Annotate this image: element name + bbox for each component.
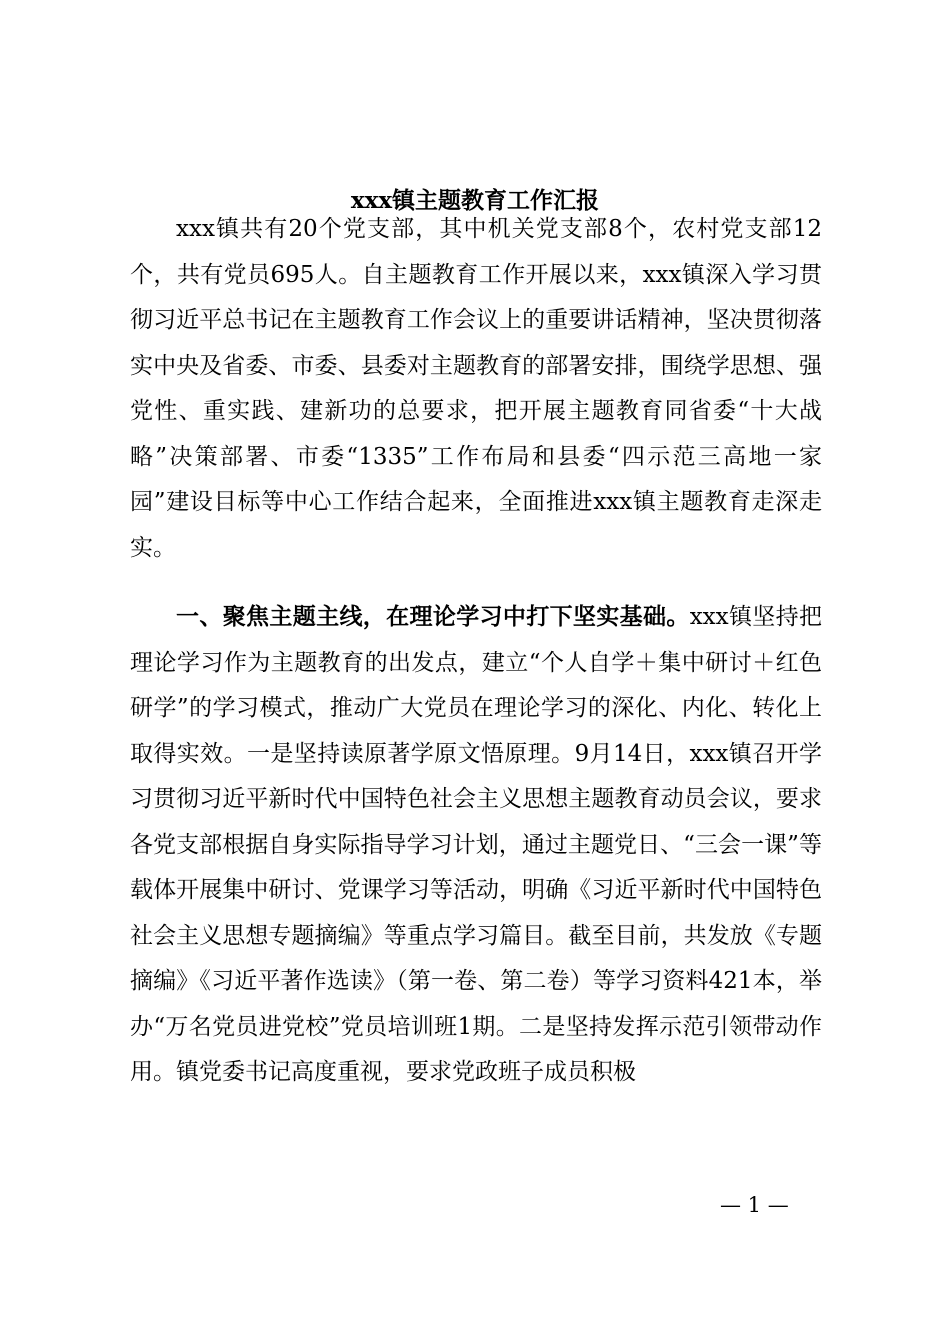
section-1-paragraph — [130, 594, 822, 1096]
document-title: xxx镇主题教育工作汇报 — [350, 187, 600, 214]
section-1-heading: 一、聚焦主题主线，在理论学习中打下坚实基础。 — [176, 603, 690, 630]
intro-paragraph: xxx镇共有20个党支部，其中机关党支部8个，农村党支部12个，共有党员695人。自主题教育工作开展以来，xxx镇深入学习贯彻习近平总书记在主题教育工作会议上的重要讲话精神，坚决贯彻落实中央及省委、市委、县委对主题教育的部署安排，围绕学思想、强党性、重实践、建新功的总要求，把开展主题教育同省委“十大战略”决策部署、市委“1335”工作布局和县委“四示范三高地一家园”建设目标等中心工作结合起来，全面推进xxx镇主题教育走深走实。 — [130, 216, 822, 561]
page-number: — 1 — — [720, 1193, 789, 1217]
section-1-body: xxx镇坚持把理论学习作为主题教育的出发点，建立“个人自学＋集中研讨＋红色研学”的学习模式，推动广大党员在理论学习的深化、内化、转化上取得实效。一是坚持读原著学原文悟原理。9月14日，xxx镇召开学习贯彻习近平新时代中国特色社会主义思想主题教育动员会议，要求各党支部根据自身实际指导学习计划，通过主题党日、“三会一课”等载体开展集中研讨、党课学习等活动，明确《习近平新时代中国特色社会主义思想专题摘编》等重点学习篇目。截至目前，共发放《专题摘编》《习近平著作选读》（第一卷、第二卷）等学习资料421本，举办“万名党员进党校”党员培训班1期。二是坚持发挥示范引领带动作用。镇党委书记高度重视，要求党政班子成员积极 — [130, 604, 822, 1085]
